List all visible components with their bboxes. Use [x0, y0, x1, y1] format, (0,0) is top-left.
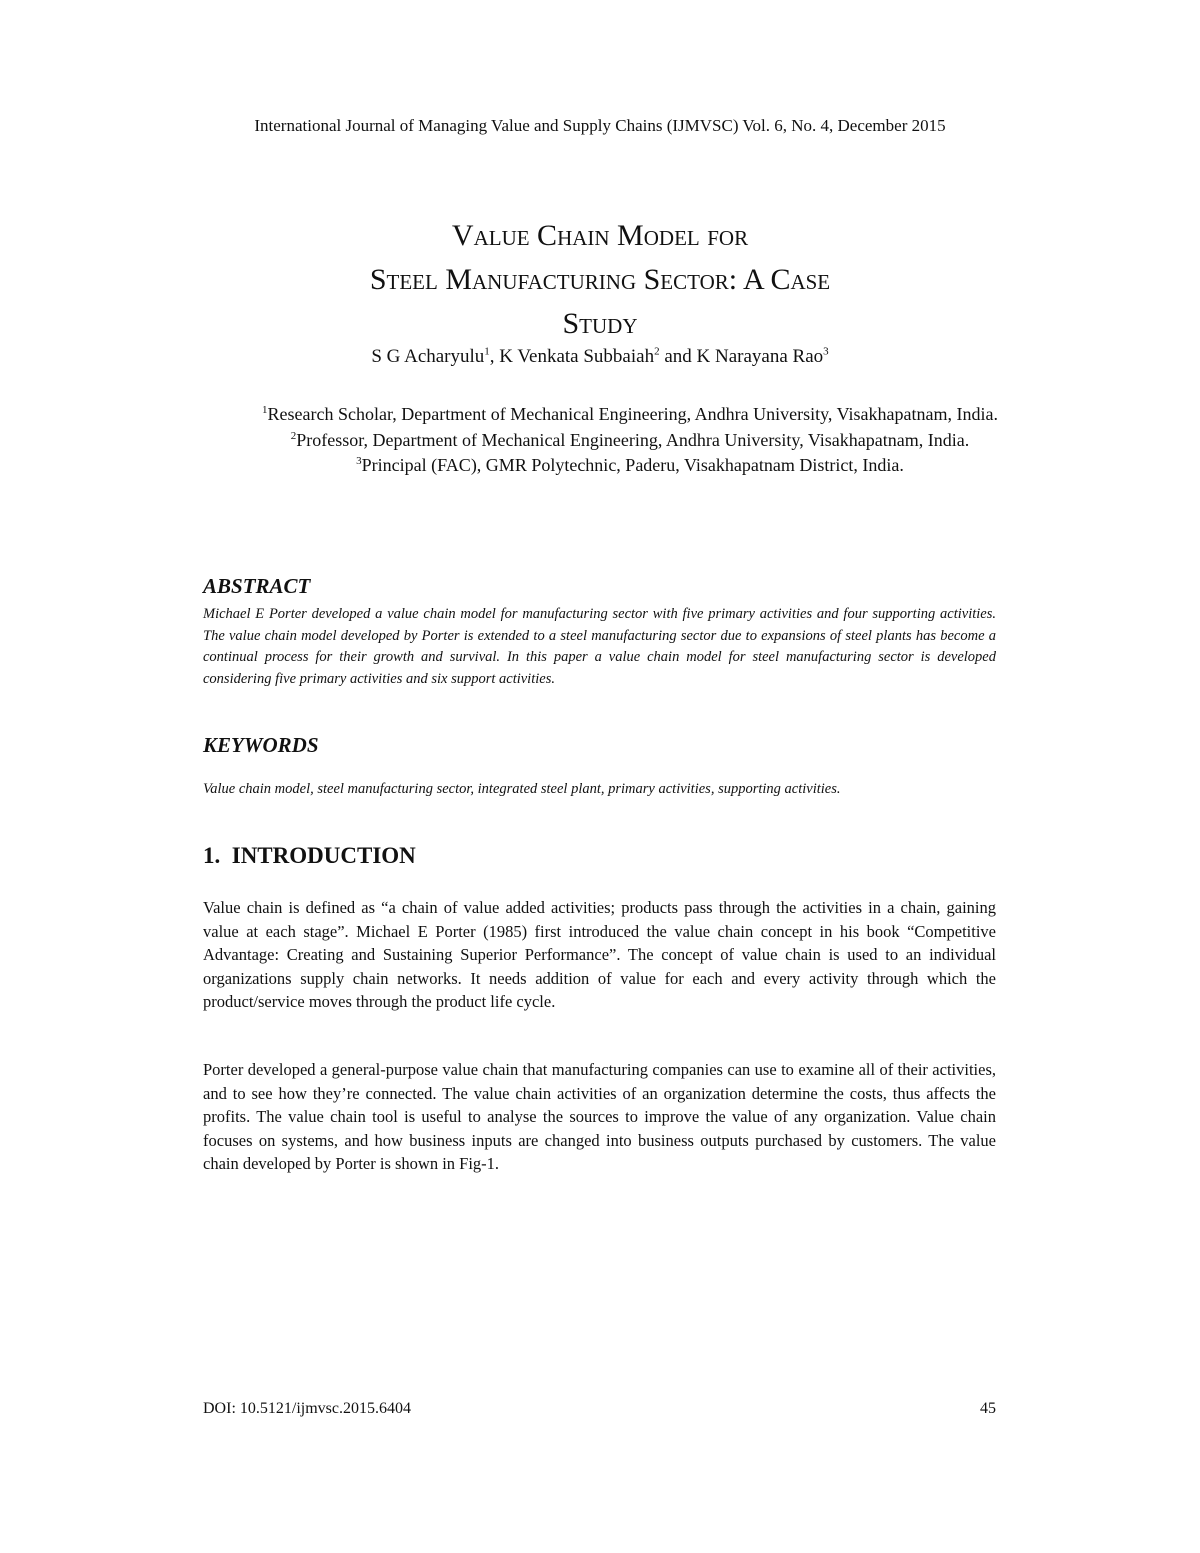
page-number: 45	[980, 1400, 996, 1417]
author-list	[150, 346, 1050, 368]
doi-footer: DOI: 10.5121/ijmvsc.2015.6404	[203, 1400, 411, 1417]
author-affiliation-mark: 1	[484, 345, 490, 358]
author-affiliation-mark: 3	[823, 345, 829, 358]
affiliation-list	[240, 402, 1020, 479]
affiliation-item	[240, 428, 1020, 454]
author-separator: ,	[489, 346, 500, 367]
introduction-paragraph: Porter developed a general-purpose value chain that manufacturing companies can use to examine all of their activities, and to see how they’re connected. The value chain activities of an organization determine the costs, thus affects the profits. The value chain tool is useful to analyse the sources to improve the value of any organization. Value chain focuses on systems, and how business inputs are changed into business outputs purchased by customers. The value chain developed by Porter is shown in Fig-1.	[203, 1060, 996, 1173]
affiliation-text: Research Scholar, Department of Mechanical Engineering, Andhra University, Visakhapatnam, India.	[267, 404, 998, 424]
author-separator: and	[659, 346, 697, 367]
abstract-heading: ABSTRACT	[203, 574, 311, 599]
author-name: S G Acharyulu	[371, 346, 485, 367]
affiliation-text: Professor, Department of Mechanical Engineering, Andhra University, Visakhapatnam, India.	[296, 429, 970, 450]
affiliation-mark: 1	[262, 404, 268, 416]
introduction-paragraph: Value chain is defined as “a chain of value added activities; products pass through the activities in a chain, gaining value at each stage”. Michael E Porter (1985) first introduced the value chain concept in his book “Competitive Advantage: Creating and Sustaining Superior Performance”. The concept of value chain is used to an individual organizations supply chain networks. It needs addition of value for each and every activity through which the product/service moves through the product life cycle.	[203, 898, 996, 1011]
author-name: K Venkata Subbaiah	[499, 346, 655, 367]
paper-title	[150, 214, 1050, 346]
author-affiliation-mark: 2	[654, 345, 660, 358]
introduction-heading: 1. INTRODUCTION	[203, 843, 416, 868]
title-line-1: Value Chain Model for	[451, 219, 749, 253]
affiliation-text: Principal (FAC), GMR Polytechnic, Paderu, Visakhapatnam District, India.	[361, 455, 904, 475]
title-line-3: Study	[562, 307, 638, 341]
affiliation-item	[240, 402, 1020, 428]
abstract-text: Michael E Porter developed a value chain model for manufacturing sector with five primary activities and four supporting activities. The value chain model developed by Porter is extended to a steel manufacturing sector due to expansions of steel plants has become a continual process for their growth and survival. In this paper a value chain model for steel manufacturing sector is developed considering five primary activities and six support activities.	[203, 606, 996, 687]
affiliation-item	[240, 453, 1020, 479]
running-header: International Journal of Managing Value and Supply Chains (IJMVSC) Vol. 6, No. 4, December 2015	[254, 116, 946, 135]
author-name: K Narayana Rao	[696, 346, 824, 367]
affiliation-mark: 3	[356, 455, 362, 467]
keywords-text: Value chain model, steel manufacturing sector, integrated steel plant, primary activities, supporting activities.	[203, 781, 841, 797]
title-line-2: Steel Manufacturing Sector: A Case	[369, 263, 831, 297]
affiliation-mark: 2	[290, 429, 297, 442]
keywords-heading: KEYWORDS	[203, 733, 319, 757]
